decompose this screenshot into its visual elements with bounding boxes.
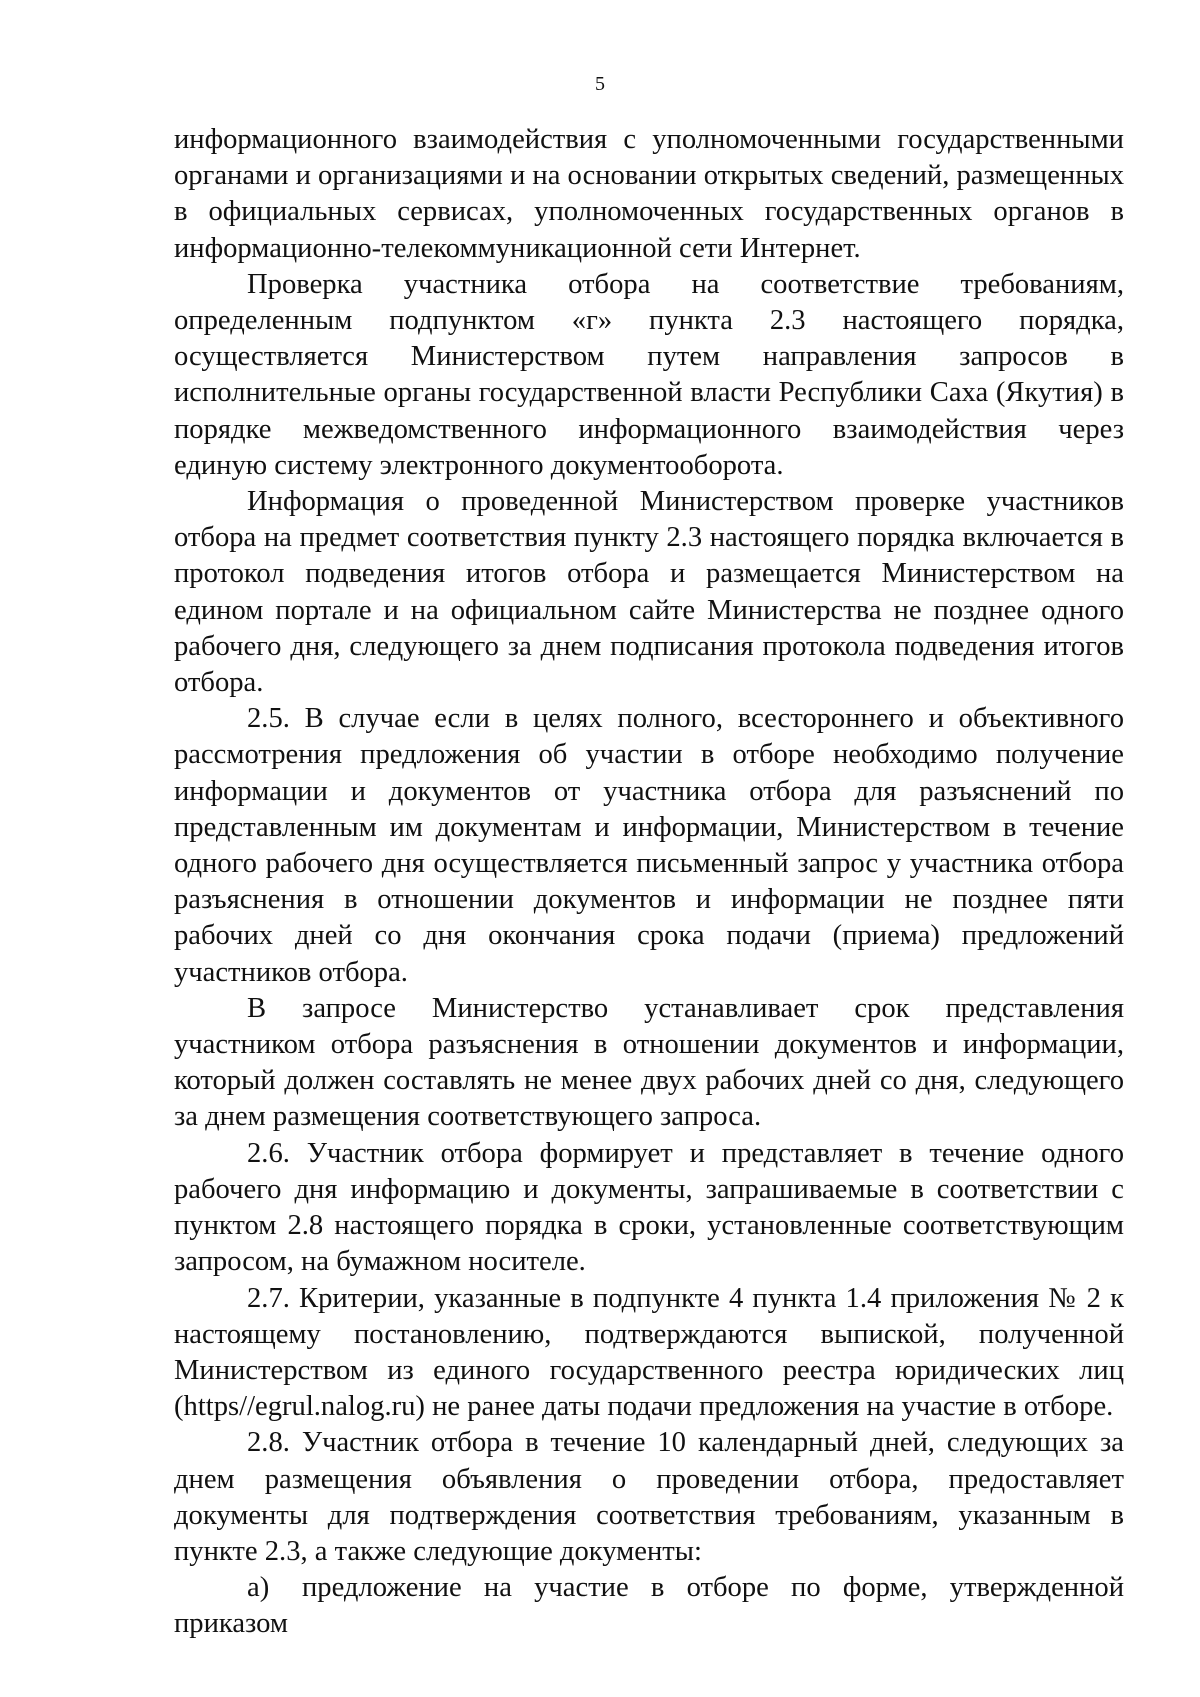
paragraph-request-deadline: В запросе Министерство устанавливает срок представления участником отбора разъяснения в отношении документов и информации, который должен составлять не менее двух рабочих дней со дня, следующего за днем размещения соответствующего запроса.: [174, 992, 1124, 1133]
document-body: [174, 122, 1124, 1643]
paragraph-2-6: 2.6. Участник отбора формирует и представляет в течение одного рабочего дня информацию и документы, запрашиваемые в соответствии с пунктом 2.8 настоящего порядка в сроки, установленные соответствующим запросом, на бумажном носителе.: [174, 1137, 1124, 1278]
paragraph-2-5: 2.5. В случае если в целях полного, всестороннего и объективного рассмотрения предложения об участии в отборе необходимо получение информации и документов от участника отбора для разъяснений по представленным им документам и информации, Министерством в течение одного рабочего дня осуществляется письменный запрос у участника отбора разъяснения в отношении документов и информации не позднее пяти рабочих дней со дня окончания срока подачи (приема) предложений участников отбора.: [174, 703, 1124, 988]
paragraph-verification: Проверка участника отбора на соответствие требованиям, определенным подпунктом «г» пункта 2.3 настоящего порядка, осуществляется Министерством путем направления запросов в исполнительные органы государственной власти Республики Саха (Якутия) в порядке межведомственного информационного взаимодействия через единую систему электронного документооборота.: [174, 268, 1124, 481]
list-item-marker: а): [247, 1572, 270, 1604]
list-item-a: [174, 1570, 1124, 1642]
paragraph-continuation: информационного взаимодействия с уполномоченными государственными органами и организациями и на основании открытых сведений, размещенных в официальных сервисах, уполномоченных государственных органов в информационно-телекоммуникационной сети Интернет.: [174, 124, 1124, 264]
list-item-text: предложение на участие в отборе по форме, утвержденной приказом: [174, 1572, 1124, 1640]
paragraph-2-8: 2.8. Участник отбора в течение 10 календарный дней, следующих за днем размещения объявления о проведении отбора, предоставляет документы для подтверждения соответствия требованиям, указанным в пункте 2.3, а также следующие документы:: [174, 1427, 1124, 1567]
page-number: 5: [595, 73, 605, 95]
paragraph-2-7: 2.7. Критерии, указанные в подпункте 4 пункта 1.4 приложения № 2 к настоящему постановлению, подтверждаются выпиской, полученной Министерством из единого государственного реестра юридических лиц (https//egrul.nalog.ru) не ранее даты подачи предложения на участие в отборе.: [174, 1282, 1124, 1423]
paragraph-verification-info: Информация о проведенной Министерством проверке участников отбора на предмет соответствия пункту 2.3 настоящего порядка включается в протокол подведения итогов отбора и размещается Министерством на едином портале и на официальном сайте Министерства не позднее одного рабочего дня, следующего за днем подписания протокола подведения итогов отбора.: [174, 486, 1124, 699]
